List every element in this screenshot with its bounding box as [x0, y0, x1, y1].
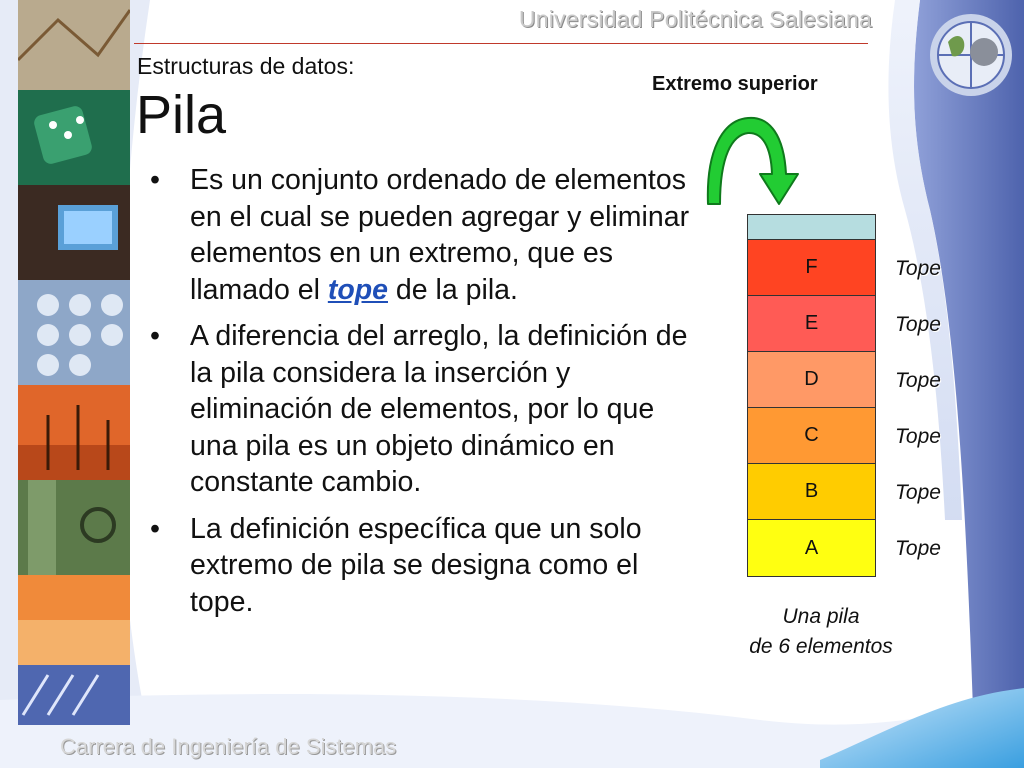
bullet-text: de la pila. — [388, 273, 518, 306]
photo-door-icon — [18, 480, 130, 575]
bullet-text: A diferencia del arreglo, la definición de la pila considera la inserción y eliminación de elementos, por lo que una pila es un objeto dinámico en constante cambio. — [190, 320, 688, 498]
bullet-dot: • — [150, 164, 160, 196]
bullet-item — [148, 511, 700, 621]
photo-network-icon — [18, 0, 130, 90]
stack-element: D — [748, 352, 875, 408]
stack-element: B — [748, 464, 875, 520]
photo-dice-icon — [18, 90, 130, 185]
university-name: Universidad Politécnica Salesiana — [518, 6, 872, 32]
stack-element: F — [748, 240, 875, 296]
photo-sunset-icon — [18, 575, 130, 665]
tope-label: Tope — [895, 425, 941, 448]
university-logo-icon — [928, 12, 1014, 98]
curved-arrow-icon — [700, 112, 810, 212]
bullet-dot: • — [150, 320, 160, 352]
photo-numbers-icon — [18, 665, 130, 725]
bullet-text: Es un conjunto ordenado de elementos en el cual se pueden agregar y eliminar elementos en un extremo, que es llamado el — [190, 164, 690, 306]
stack-element: A — [748, 520, 875, 576]
tope-labels — [895, 239, 965, 575]
header-rule — [134, 43, 868, 44]
photo-keypad-icon — [18, 280, 130, 385]
tope-label: Tope — [895, 369, 941, 392]
emphasis-word: tope — [327, 273, 388, 306]
caption-line: Una pila — [782, 605, 860, 628]
bullet-list — [148, 162, 700, 630]
photo-trees-icon — [18, 385, 130, 480]
caption-line: de 6 elementos — [749, 635, 893, 658]
bullet-dot: • — [150, 512, 160, 545]
footer-career: Carrera de Ingeniería de Sistemas — [60, 734, 397, 759]
stack-top-label: Extremo superior — [652, 73, 818, 95]
stack-cells — [748, 240, 875, 576]
bullet-item — [148, 162, 700, 308]
stack-element: C — [748, 408, 875, 464]
slide-subtitle: Estructuras de datos: — [137, 53, 355, 79]
tope-label: Tope — [895, 313, 941, 336]
bullet-item — [148, 318, 700, 501]
bullet-text: La definición específica que un solo extremo de pila se designa como el tope. — [190, 512, 642, 618]
photo-computer-icon — [18, 185, 130, 280]
tope-label: Tope — [895, 257, 941, 280]
tope-label: Tope — [895, 537, 941, 560]
slide-title: Pila — [136, 85, 227, 145]
stack-empty-slot — [748, 215, 875, 240]
stack-caption — [724, 602, 918, 662]
stack-element: E — [748, 296, 875, 352]
tope-label: Tope — [895, 481, 941, 504]
stack-diagram — [747, 214, 876, 577]
